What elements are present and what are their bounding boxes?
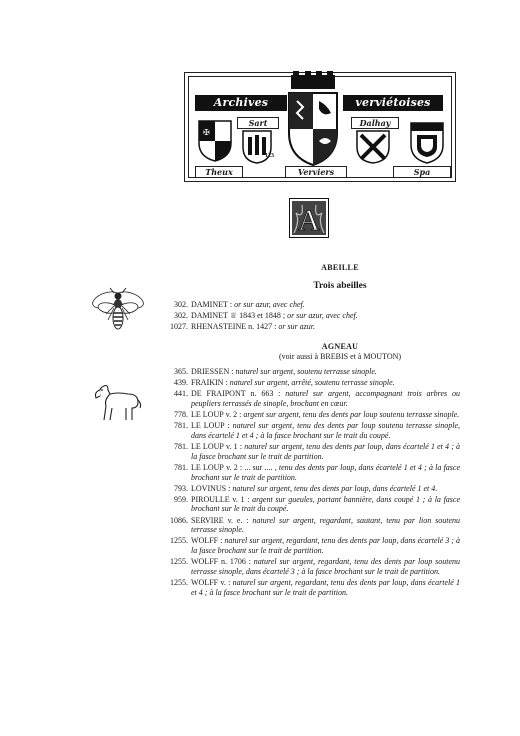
entry-desc: or sur azur.	[278, 322, 316, 332]
entry-name: DAMINET	[191, 300, 228, 309]
banner-title-right: verviétoises	[343, 95, 443, 111]
entry-number: 302.	[174, 311, 188, 321]
label-dalhay: Dalhay	[351, 117, 399, 129]
entry-row	[162, 410, 460, 420]
lamb-icon	[92, 378, 144, 424]
entry-name: LE LOUP	[191, 410, 224, 420]
entry-row	[162, 578, 460, 597]
entry-name: FRAIKIN	[191, 378, 224, 388]
entry-number: 441.	[174, 389, 188, 399]
entry-number: 778.	[174, 410, 188, 420]
svg-text:✠: ✠	[203, 128, 210, 137]
entry-desc: naturel sur argent, regardant, tenu des dents par loup, dans écartelé 3 ; à la fasce brochant sur le trait de partition.	[191, 536, 460, 556]
entry-number: 781.	[174, 421, 188, 431]
entry-desc: naturel sur argent, tenu des dents par loup soutenu terrasse sinople, dans écartelé 1 et 4 ; à la fasce brochant sur le trait du coupé.	[191, 421, 460, 440]
entry-meta: n. 663 :	[250, 389, 281, 399]
entry-row	[162, 463, 460, 482]
entry-desc: naturel sur argent, regardant, tenu des dents par loup soutenu terrasse sinople, dans écartelé 3 ; à la fasce brochant sur le trait de partition.	[191, 557, 461, 576]
entry-desc: tenu des dents par loup, dans écartelé 1 et 4 ; à la fasce brochant sur le trait de partition.	[191, 462, 461, 482]
entry-number: 781.	[174, 462, 188, 472]
entries-agneau	[162, 367, 460, 599]
entry-name: LE LOUP	[191, 442, 224, 452]
entry-meta: v. 1 :	[226, 442, 243, 452]
entry-row	[162, 442, 460, 461]
entry-desc: naturel sur argent, tenu des dents par loup, dans écartelé 1 et 4 ; à la fasce brochant sur le trait de partition.	[191, 442, 461, 461]
entry-desc: naturel sur argent, soutenu terrasse sinople.	[235, 367, 377, 376]
entry-number: 1027.	[170, 322, 188, 332]
entry-meta: v. e. :	[227, 515, 249, 525]
entry-number: 1255.	[170, 557, 188, 567]
spa-shield-icon	[409, 121, 445, 165]
city-crest-icon	[285, 71, 341, 171]
theux-shield-icon	[197, 119, 233, 163]
entry-name: WOLFF	[191, 557, 219, 567]
dropcap-letter: A	[298, 204, 320, 237]
entry-meta: v. 2 : ... sur .... ,	[226, 462, 277, 472]
shield-number: 123	[265, 153, 274, 159]
entry-meta: v. 1 :	[232, 494, 250, 504]
entry-meta: ♕ 1843 et 1848 ;	[229, 311, 286, 321]
section-heading-abeille: ABEILLE	[321, 263, 359, 272]
entry-name: DAMINET	[191, 311, 228, 321]
section-heading-agneau: AGNEAU	[321, 342, 359, 351]
banner-title-left: Archives	[195, 95, 287, 111]
entry-row: 365. DRIESSEN : naturel sur argent, soutenu terrasse sinople.	[162, 367, 460, 377]
entries-abeille	[162, 300, 460, 334]
entry-number: 365.	[174, 367, 188, 376]
sart-shield-icon	[241, 129, 273, 165]
entry-row	[162, 311, 460, 321]
entry-number: 793.	[174, 483, 188, 493]
entry-meta: n. 1427 :	[248, 322, 277, 332]
entry-name: LE LOUP	[191, 421, 225, 431]
entry-number: 302.	[174, 300, 188, 309]
entry-desc: or sur azur, avec chef.	[234, 300, 305, 309]
entry-name: DE FRAIPONT	[191, 389, 246, 399]
entry-row: 1255. WOLFF : naturel sur argent, regardant, tenu des dents par loup, dans écartelé 3 ; à la fasce brochant sur le trait de partition.	[162, 536, 460, 555]
entry-number: 439.	[174, 378, 188, 388]
entry-number: 1255.	[170, 536, 188, 546]
section-subheading: Trois abeilles	[313, 281, 367, 291]
entry-row	[162, 389, 460, 408]
entry-row	[162, 495, 460, 514]
entry-desc: naturel sur argent, accompagnant trois arbres ou peupliers terrassés de sinople, brochant en cœur.	[191, 389, 460, 408]
entry-number: 959.	[174, 494, 188, 504]
entry-desc: argent sur argent, tenu des dents par loup soutenu terrasse sinople.	[243, 410, 460, 420]
entry-meta: v. :	[220, 578, 231, 587]
entry-desc: argent sur gueules, portant bannière, dans coupé 1 ; à la fasce brochant sur le trait du coupé.	[191, 494, 461, 514]
archives-verviétoises-banner	[184, 72, 456, 182]
bee-icon	[90, 286, 146, 334]
entry-name: DRIESSEN	[191, 367, 230, 376]
entry-meta: n. 1706 :	[220, 557, 251, 567]
entry-name: LOVINUS	[191, 483, 227, 493]
label-theux: Theux	[195, 166, 243, 178]
entry-name: WOLFF	[191, 578, 219, 587]
entry-name: LE LOUP	[191, 462, 224, 472]
entry-number: 781.	[174, 442, 188, 452]
entry-number: 1255.	[170, 578, 188, 587]
entry-row	[162, 516, 460, 535]
label-sart: Sart	[237, 117, 279, 129]
entry-row: 781. LE LOUP : naturel sur argent, tenu des dents par loup soutenu terrasse sinople, dans écartelé 1 et 4 ; à la fasce brochant sur le trait du coupé.	[162, 421, 460, 440]
entry-name: WOLFF	[191, 536, 219, 546]
entry-meta: v. 2 :	[225, 410, 242, 420]
entry-row	[162, 322, 460, 332]
entry-name: SERVIRE	[191, 515, 224, 525]
section-note: (voir aussi à BREBIS et à MOUTON)	[278, 352, 402, 361]
label-verviers: Verviers	[285, 166, 347, 178]
entry-row	[162, 557, 460, 576]
dalhay-shield-icon	[355, 129, 391, 165]
entry-desc: naturel sur argent, regardant, tenu des dents par loup, dans écartelé 1 et 4 ; à la fasce brochant sur le trait de partition.	[191, 578, 461, 597]
entry-row: 302. DAMINET : or sur azur, avec chef.	[162, 300, 460, 310]
entry-row: 439. FRAIKIN : naturel sur argent, arrêté, soutenu terrasse sinople.	[162, 378, 460, 388]
entry-desc: naturel sur argent, arrêté, soutenu terrasse sinople.	[229, 378, 395, 388]
entry-name: PIROULLE	[191, 494, 230, 504]
entry-row: 793. LOVINUS : naturel sur argent, tenu des dents par loup, dans écartelé 1 et 4.	[162, 484, 460, 494]
entry-desc: naturel sur argent, tenu des dents par loup, dans écartelé 1 et 4.	[232, 483, 438, 493]
entry-desc: or sur azur, avec chef.	[287, 311, 358, 321]
entry-name: RHENASTEINE	[191, 322, 247, 332]
entry-number: 1086.	[170, 515, 188, 525]
entry-desc: naturel sur argent, regardant, sautant, tenu par lion soutenu terrasse sinople.	[191, 515, 461, 535]
dropcap-ornament	[289, 198, 329, 238]
label-spa: Spa	[393, 166, 451, 178]
